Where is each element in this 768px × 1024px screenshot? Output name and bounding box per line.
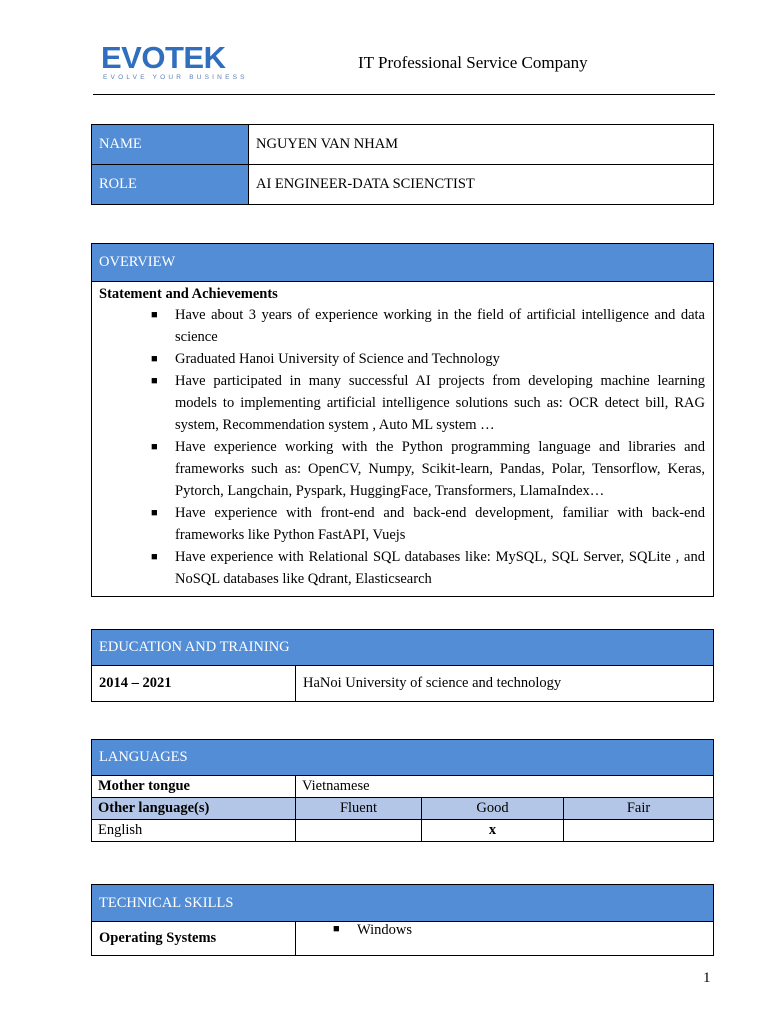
bullet-square-icon: ■: [151, 551, 158, 563]
education-school: HaNoi University of science and technology: [296, 666, 714, 702]
page-number: 1: [703, 970, 711, 986]
list-item: ■ Windows: [333, 922, 412, 938]
overview-header-row: [92, 244, 714, 282]
technical-title: TECHNICAL SKILLS: [92, 885, 714, 922]
education-period: 2014 – 2021: [92, 666, 296, 702]
bullet-square-icon: ■: [151, 441, 158, 453]
name-value: NGUYEN VAN NHAM: [249, 125, 714, 165]
role-value: AI ENGINEER-DATA SCIENCTIST: [249, 165, 714, 205]
english-row: [92, 820, 714, 842]
other-languages-row: [92, 798, 714, 820]
overview-body: [92, 282, 714, 597]
languages-header-row: [92, 740, 714, 776]
operating-systems-row: [92, 922, 714, 956]
role-label: ROLE: [92, 165, 249, 205]
bullet-square-icon: ■: [151, 375, 158, 387]
english-fluent-cell: [296, 820, 422, 842]
list-item: ■ Graduated Hanoi University of Science and Technology: [175, 348, 705, 370]
level-fluent: Fluent: [296, 798, 422, 820]
mother-tongue-label: Mother tongue: [92, 776, 296, 798]
role-row: [92, 165, 714, 205]
languages-title: LANGUAGES: [92, 740, 714, 776]
level-good: Good: [422, 798, 564, 820]
education-row: [92, 666, 714, 702]
overview-subtitle: Statement and Achievements: [99, 286, 278, 302]
other-languages-label: Other language(s): [92, 798, 296, 820]
name-row: [92, 125, 714, 165]
bullet-square-icon: ■: [151, 353, 158, 365]
bullet-square-icon: ■: [151, 507, 158, 519]
languages-section: [91, 739, 714, 842]
achievements-list: [99, 304, 705, 590]
education-title: EDUCATION AND TRAINING: [92, 630, 714, 666]
english-fair-cell: [564, 820, 714, 842]
education-section: [91, 629, 714, 702]
technical-header-row: [92, 885, 714, 922]
mother-tongue-value: Vietnamese: [296, 776, 714, 798]
list-item: ■ Have experience with front-end and back-end development, familiar with back-end frameworks like Python FastAPI, Vuejs: [175, 502, 705, 546]
bullet-square-icon: ■: [333, 923, 340, 935]
english-good-mark: x: [422, 820, 564, 842]
overview-body-row: [92, 282, 714, 597]
list-item: ■ Have participated in many successful AI projects from developing machine learning models to implementing artificial intelligence solutions such as: OCR detect bill, RAG system, Recommendation system , Auto ML system …: [175, 370, 705, 436]
header-divider: [93, 94, 715, 95]
list-item: ■ Have experience with Relational SQL databases like: MySQL, SQL Server, SQLite , and NoSQL databases like Qdrant, Elasticsearch: [175, 546, 705, 590]
list-item: ■ Have experience working with the Python programming language and libraries and frameworks such as: OpenCV, Numpy, Scikit-learn, Pandas, Polar, Tensorflow, Keras, Pytorch, Langchain, Pyspark, HuggingFace, Transformers, LlamaIndex…: [175, 436, 705, 502]
company-description: IT Professional Service Company: [358, 53, 588, 72]
education-header-row: [92, 630, 714, 666]
overview-title: OVERVIEW: [92, 244, 714, 282]
mother-tongue-row: [92, 776, 714, 798]
personal-info-table: [91, 124, 714, 205]
logo-tagline: EVOLVE YOUR BUSINESS: [103, 74, 248, 81]
level-fair: Fair: [564, 798, 714, 820]
operating-systems-label: Operating Systems: [92, 922, 296, 956]
name-label: NAME: [92, 125, 249, 165]
operating-systems-value: [296, 922, 714, 956]
company-logo: [101, 40, 248, 82]
bullet-square-icon: ■: [151, 309, 158, 321]
list-item: ■ Have about 3 years of experience working in the field of artificial intelligence and data science: [175, 304, 705, 348]
english-label: English: [92, 820, 296, 842]
logo-wordmark: EVOTEK: [101, 40, 226, 75]
overview-section: [91, 243, 714, 597]
technical-skills-section: [91, 884, 714, 956]
